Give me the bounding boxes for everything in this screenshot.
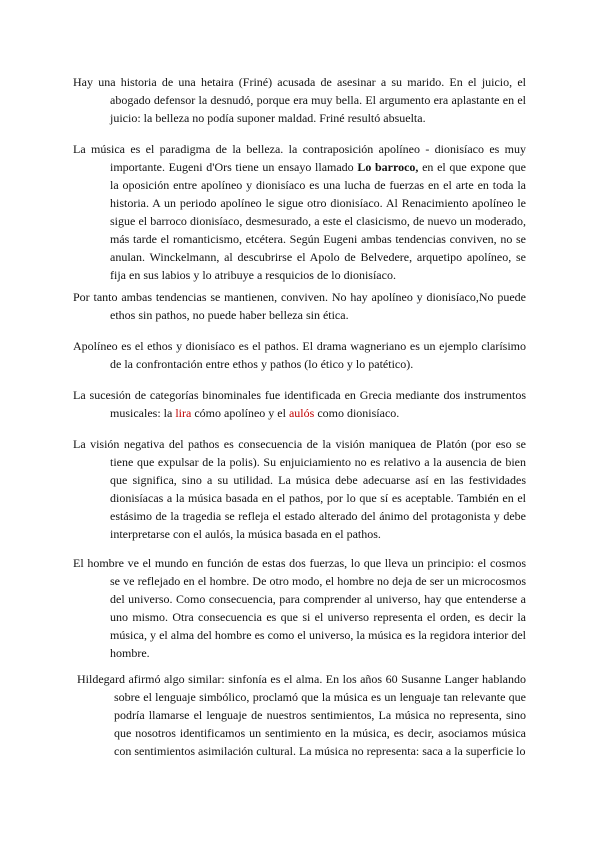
paragraph-text: Por tanto ambas tendencias se mantienen, conviven. No hay apolíneo y dionisíaco,No puede ethos sin pathos, no puede haber belleza sin ética. xyxy=(73,290,526,322)
paragraph-text-start: La sucesión de categorías binominales fue identificada en Grecia mediante dos instrumentos musicales: la xyxy=(73,388,526,420)
highlight-lira: lira xyxy=(175,406,192,420)
paragraph-text: Apolíneo es el ethos y dionisíaco es el pathos. El drama wagneriano es un ejemplo clarísimo de la confrontación entre ethos y pathos (lo ético y lo patético). xyxy=(73,339,526,371)
paragraph-text-middle: cómo apolíneo y el xyxy=(191,406,289,420)
highlight-aulos: aulós xyxy=(288,406,315,420)
book-title-lo-barroco: Lo barroco, xyxy=(357,160,419,174)
paragraph-platon xyxy=(73,435,526,543)
paragraph-text: El hombre ve el mundo en función de estas dos fuerzas, lo que lleva un principio: el cosmos se ve reflejado en el hombre. De otro modo, el hombre no deja de ser un microcosmos del universo. Como consecuencia, para comprender al universo, hay que entenderse a uno mismo. Otra consecuencia es que si el universo representa el orden, es decir la música, y el alma del hombre es como el universo, la música es la regidora interior del hombre. xyxy=(73,556,526,660)
paragraph-ambas-tendencias xyxy=(73,288,526,324)
paragraph-text: Hildegard afirmó algo similar: sinfonía es el alma. En los años 60 Susanne Langer hablando sobre el lenguaje simbólico, proclamó que la música es un lenguaje tan relevante que podría llamarse el lenguaje de nuestros sentimientos, La música no representa, sino que nosotros identificamos un sentimiento en la música, es decir, asociamos música con sentimientos asimilación cultural. La música no representa: saca a la superficie lo xyxy=(77,672,526,758)
paragraph-microcosmos xyxy=(73,554,526,662)
paragraph-text-end: como dionisíaco. xyxy=(314,406,400,420)
paragraph-apolineo-dionisiaco xyxy=(73,140,526,284)
paragraph-hildegard xyxy=(77,670,526,760)
paragraph-text: La visión negativa del pathos es consecuencia de la visión maniquea de Platón (por eso se tiene que expulsar de la polis). Su enjuiciamiento no es relativo a la ausencia de bien que significa, sino a su utilidad. La música debe adecuarse así en las festividades dionisíacas a la música basada en el pathos, por lo que sí es aceptable. También en el estásimo de la tragedia se refleja el estado alterado del ánimo del protagonista y debe interpretarse con el aulós, la música basada en el pathos. xyxy=(73,437,526,541)
paragraph-ethos-pathos xyxy=(73,337,526,373)
paragraph-text: Hay una historia de una hetaira (Friné) acusada de asesinar a su marido. En el juicio, el abogado defensor la desnudó, porque era muy bella. El argumento era aplastante en el juicio: la belleza no podía suponer maldad. Friné resultó absuelta. xyxy=(73,75,526,125)
paragraph-instrumentos xyxy=(73,386,526,422)
paragraph-frine xyxy=(73,73,526,127)
paragraph-text-start: La música es el paradigma de la belleza. la contraposición apolíneo - dionisíaco es muy importante. Eugeni d'Ors tiene un ensayo llamado xyxy=(73,142,526,174)
paragraph-text-end: en el que expone que la oposición entre apolíneo y dionisíaco es una lucha de fuerzas en el arte en toda la historia. A un periodo apolíneo le sigue otro dionisíaco. Al Renacimiento apolíneo le sigue el barroco dionisíaco, desmesurado, a este el clasicismo, de nuevo un moderado, más tarde el romanticismo, etcétera. Según Eugeni ambas tendencias conviven, no se anulan. Winckelmann, al descubrirse el Apolo de Belvedere, arquetipo apolíneo, se fija en sus labios y lo atribuye a resquicios de lo dionisíaco. xyxy=(110,160,526,282)
